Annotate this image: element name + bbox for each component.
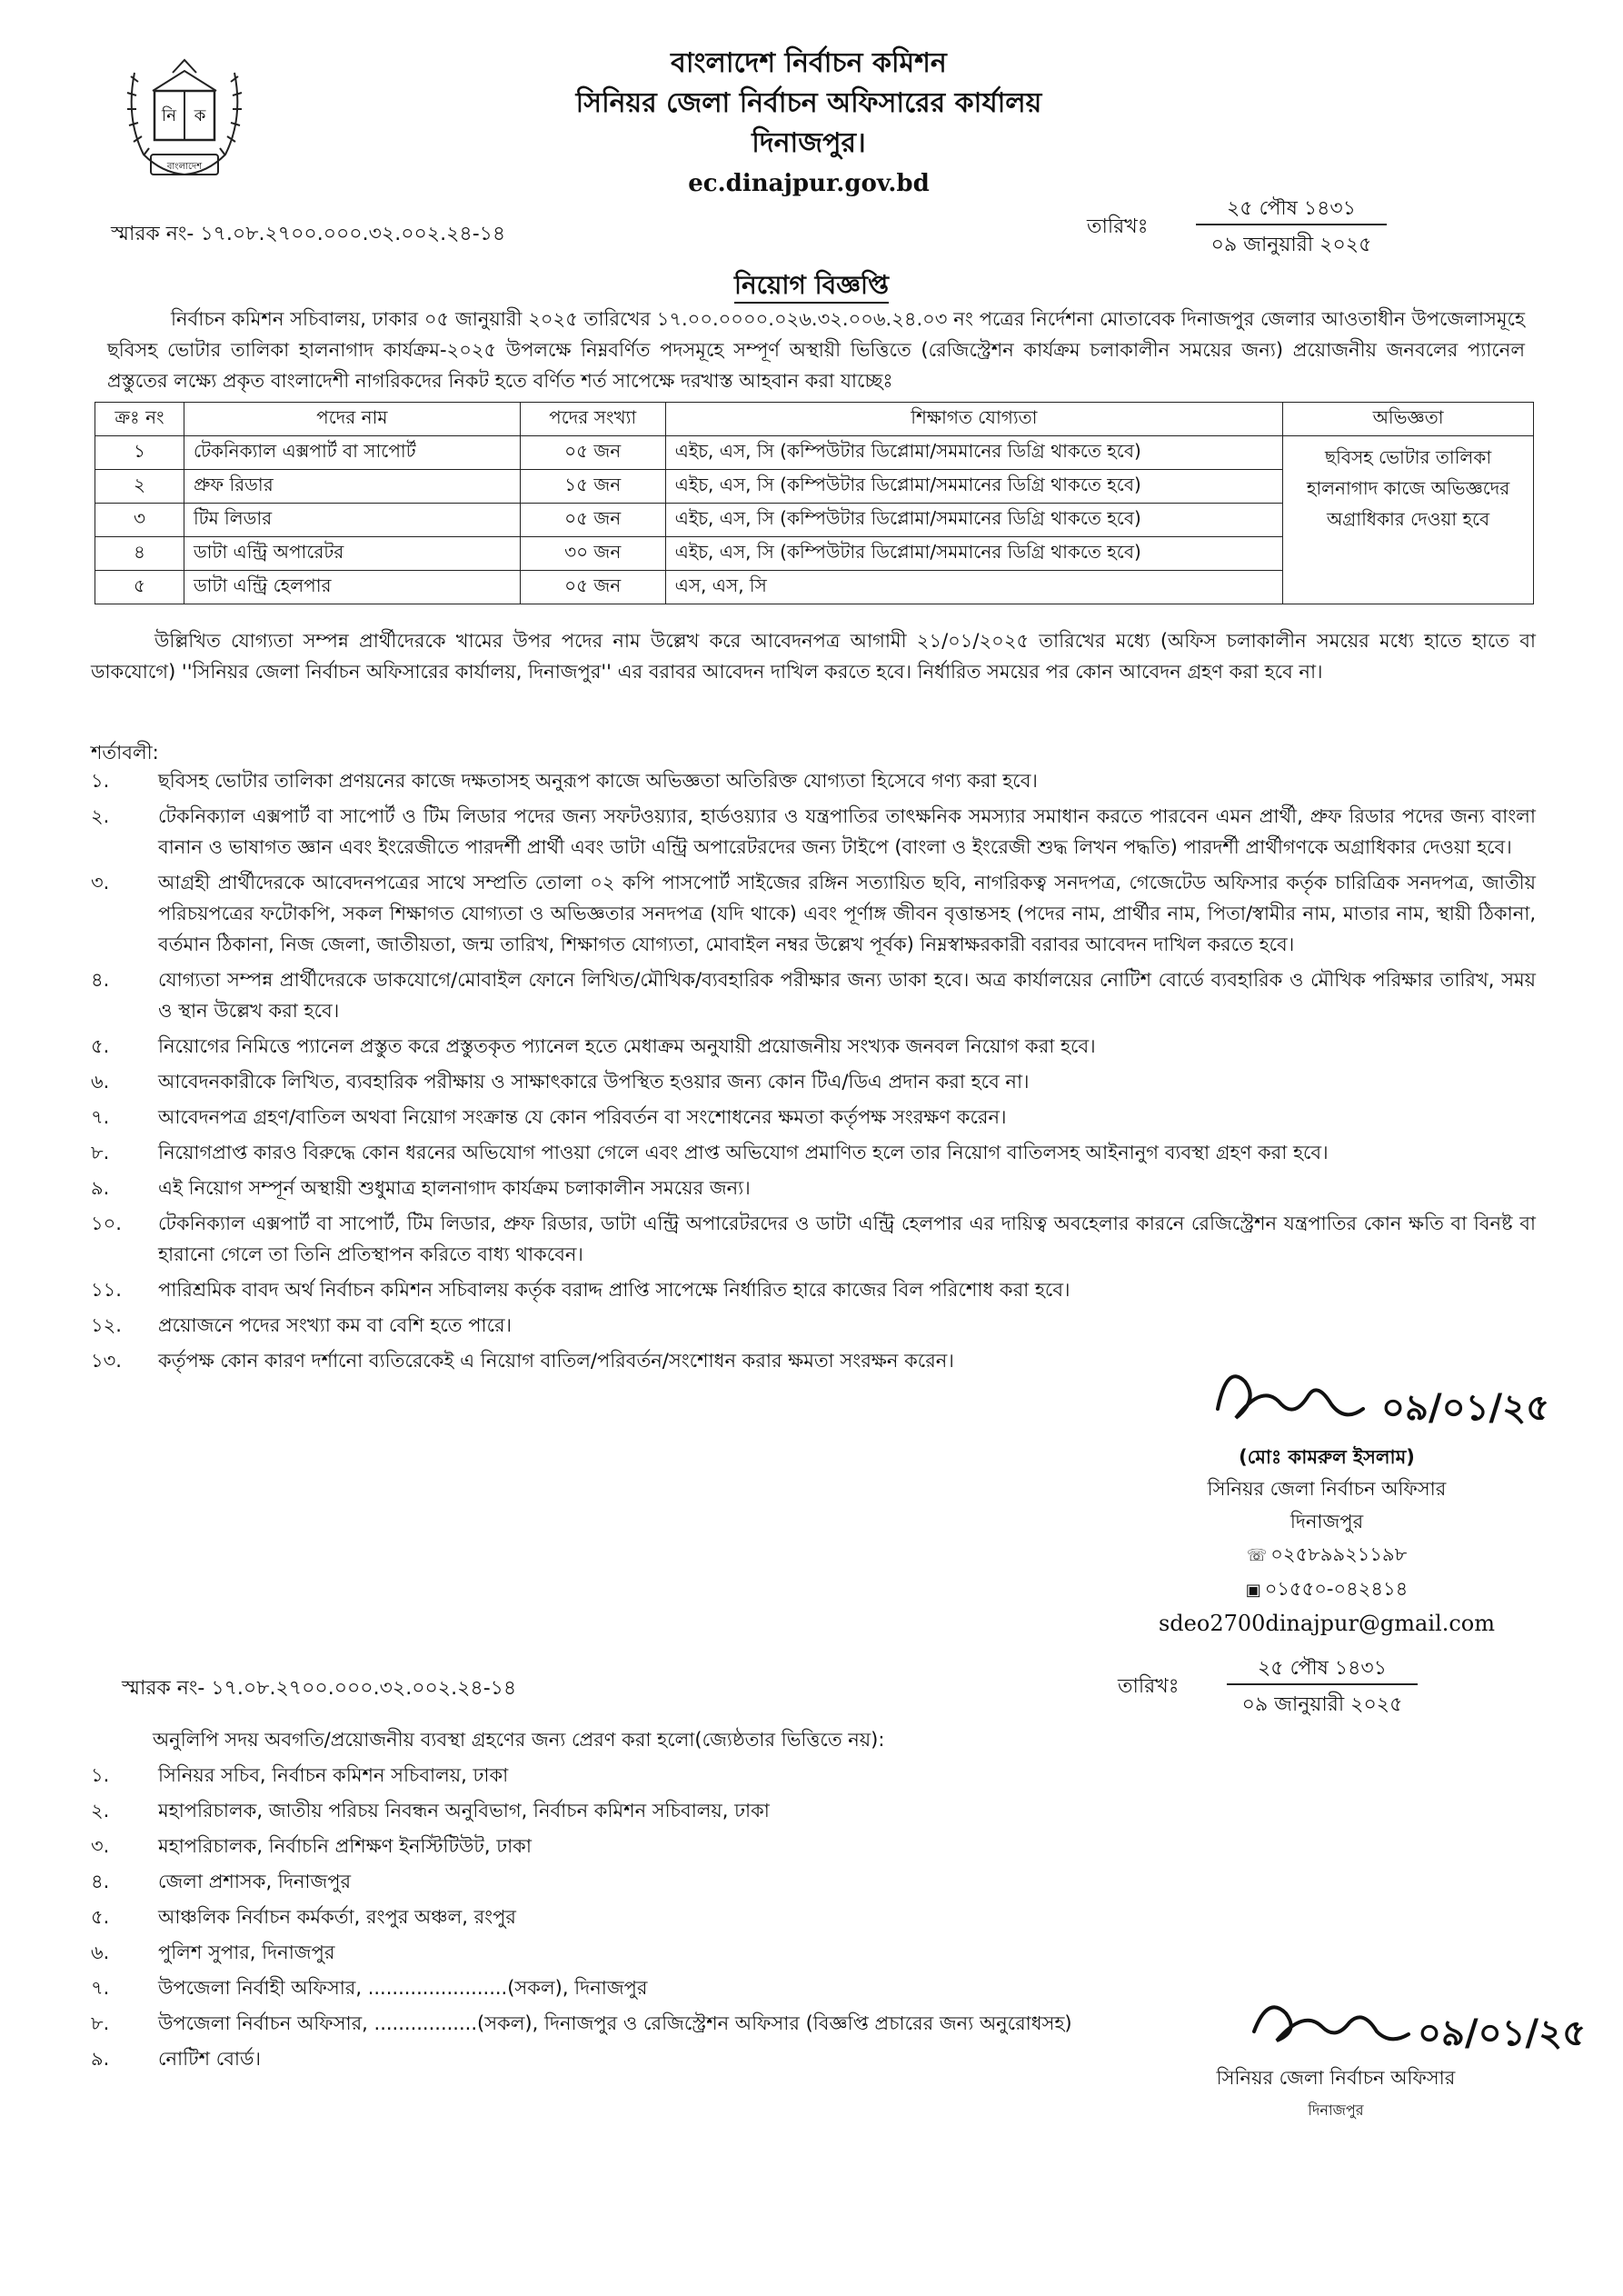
city-name: দিনাজপুর। <box>752 127 866 159</box>
date-english: ০৯ জানুয়ারী ২০২৫ <box>1210 234 1372 256</box>
org-name: বাংলাদেশ নির্বাচন কমিশন <box>671 47 947 79</box>
table-header-row <box>95 403 1534 436</box>
experience-cell: ছবিসহ ভোটার তালিকা হালনাগাদ কাজে অভিজ্ঞদের অগ্রাধিকার দেওয়া হবে <box>1283 436 1534 604</box>
signatory-name: (মোঃ কামরুল ইসলাম) <box>1239 1446 1415 1468</box>
date-bangla: ২৫ পৌষ ১৪৩১ <box>1227 197 1356 220</box>
date-label: তারিখঃ <box>1087 215 1149 238</box>
list-item: ৭. উপজেলা নির্বাহী অফিসার, .......................(সকল), দিনাজপুর <box>91 1977 648 1999</box>
list-item: ১০. টেকনিক্যাল এক্সপার্ট বা সাপোর্ট, টিম লিডার, প্রুফ রিডার, ডাটা এন্ট্রি অপারেটরদের ও ডাটা এন্ট্রি হেলপার এর দায়িত্ব অবহেলার কারনে রেজিস্ট্রেশন যন্ত্রপাতির কোন ক্ষতি বা বিনষ্ট বা হারানো গেলে তা তিনি প্রতিস্থাপন করিতে বাধ্য থাকবেন। <box>91 1213 1536 1265</box>
mobile-icon: ▣ <box>1245 1581 1261 1600</box>
notice-title <box>0 265 1623 308</box>
col-post: পদের নাম <box>184 403 520 436</box>
memo-number: স্মারক নং- ১৭.০৮.২৭০০.০০০.৩২.০০২.২৪-১৪ <box>111 223 506 245</box>
list-item: ৫. নিয়োগের নিমিত্তে প্যানেল প্রস্তুত করে প্রস্তুতকৃত প্যানেল হতে মেধাক্রম অনুযায়ী প্রয়োজনীয় সংখ্যক জনবল নিয়োগ করা হবে। <box>91 1035 1096 1057</box>
row-count: ০৫ জন <box>520 504 665 537</box>
row-count: ৩০ জন <box>520 537 665 571</box>
intro-paragraph: নির্বাচন কমিশন সচিবালয়, ঢাকার ০৫ জানুয়ারী ২০২৫ তারিখের ১৭.০০.০০০০.০২৬.৩২.০০৬.২৪.০৩ নং পত্রের নির্দেশনা মোতাবেক দিনাজপুর জেলার আওতাধীন উপজেলাসমূহে ছবিসহ ভোটার তালিকা হালনাগাদ কার্যক্রম-২০২৫ উপলক্ষে নিম্নবর্ণিত পদসমূহে সম্পূর্ণ অস্থায়ী ভিত্তিতে (রেজিস্ট্রেশন কার্যক্রম চলাকালীন সময়ের জন্য) প্রয়োজনীয় জনবলের প্যানেল প্রস্তুতের লক্ষ্যে প্রকৃত বাংলাদেশী নাগরিকদের নিকট হতে বর্ণিত শর্ত সাপেক্ষে দরখাস্ত আহবান করা যাচ্ছেঃ <box>107 308 1525 392</box>
row-count: ০৫ জন <box>520 436 665 470</box>
email-address: sdeo2700dinajpur@gmail.com <box>1158 1611 1495 1636</box>
phone-line <box>1145 1538 1508 1572</box>
signatory2-location: দিনাজপুর <box>1308 2101 1364 2119</box>
list-item: ৬. আবেদনকারীকে লিখিত, ব্যবহারিক পরীক্ষায় ও সাক্ষাৎকারে উপস্থিত হওয়ার জন্য কোন টিএ/ডিএ প্রদান করা হবে না। <box>91 1071 1030 1093</box>
logo-caption: বাংলাদেশ <box>166 162 203 172</box>
signatory-block <box>1145 1442 1508 1640</box>
letterhead <box>454 44 1163 204</box>
row-count: ০৫ জন <box>520 571 665 604</box>
memo2-number: স্মারক নং- ১৭.০৮.২৭০০.০০০.৩২.০০২.২৪-১৪ <box>122 1677 517 1700</box>
list-item: ৮. উপজেলা নির্বাচন অফিসার, .................(সকল), দিনাজপুর ও রেজিস্ট্রেশন অফিসার (বিজ্ঞপ্তি প্রচারের জন্য অনুরোধসহ) <box>91 2012 1072 2034</box>
row-count: ১৫ জন <box>520 470 665 504</box>
list-item: ৮. নিয়োগপ্রাপ্ত কারও বিরুদ্ধে কোন ধরনের অভিযোগ পাওয়া গেলে এবং প্রাপ্ত অভিযোগ প্রমাণিত হলে তার নিয়োগ বাতিলসহ আইনানুগ ব্যবস্থা গ্রহণ করা হবে। <box>91 1142 1329 1163</box>
copies-list <box>91 1760 1227 2079</box>
date-bangla: ২৫ পৌষ ১৪৩১ <box>1258 1657 1387 1680</box>
conditions-list <box>91 765 1536 1381</box>
signatory2-designation: সিনিয়র জেলা নির্বাচন অফিসার <box>1216 2067 1456 2089</box>
office-name: সিনিয়র জেলা নির্বাচন অফিসারের কার্যালয় <box>575 87 1042 119</box>
notice-title-text: নিয়োগ বিজ্ঞপ্তি <box>734 270 889 304</box>
row-qualification: এইচ, এস, সি (কম্পিউটার ডিপ্লোমা/সমমানের ডিগ্রি থাকতে হবে) <box>665 470 1283 504</box>
col-qualification: শিক্ষাগত যোগ্যতা <box>665 403 1283 436</box>
row-serial: ১ <box>95 436 184 470</box>
signature2-date: ০৯/০১/২৫ <box>1418 2012 1587 2054</box>
row-post: ডাটা এন্ট্রি হেলপার <box>184 571 520 604</box>
election-commission-logo <box>116 36 253 191</box>
col-experience: অভিজ্ঞতা <box>1283 403 1534 436</box>
row-serial: ২ <box>95 470 184 504</box>
signature2-scribble <box>1245 1982 1587 2063</box>
list-item: ৩. মহাপরিচালক, নির্বাচনি প্রশিক্ষণ ইনস্টিটিউট, ঢাকা <box>91 1835 532 1857</box>
mobile-line <box>1145 1572 1508 1607</box>
row-post: টেকনিক্যাল এক্সপার্ট বা সাপোর্ট <box>184 436 520 470</box>
date-label: তারিখঃ <box>1118 1675 1180 1698</box>
signature-scribble <box>1209 1354 1550 1436</box>
logo-letter-right: ক <box>194 106 206 125</box>
row-post: টিম লিডার <box>184 504 520 537</box>
logo-letter-left: নি <box>162 106 176 125</box>
copy-intro: অনুলিপি সদয় অবগতি/প্রয়োজনীয় ব্যবস্থা গ্রহণের জন্য প্রেরণ করা হলো(জ্যেষ্ঠতার ভিত্তিতে নয়): <box>153 1729 885 1751</box>
col-serial: ক্রঃ নং <box>95 403 184 436</box>
list-item: ৬. পুলিশ সুপার, দিনাজপুর <box>91 1942 335 1963</box>
list-item: ৯. নোটিশ বোর্ড। <box>91 2048 261 2070</box>
row-qualification: এইচ, এস, সি (কম্পিউটার ডিপ্লোমা/সমমানের ডিগ্রি থাকতে হবে) <box>665 504 1283 537</box>
list-item: ২. টেকনিক্যাল এক্সপার্ট বা সাপোর্ট ও টিম লিডার পদের জন্য সফটওয়্যার, হার্ডওয়্যার ও যন্ত্রপাতির তাৎক্ষনিক সমস্যার সমাধান করতে পারবেন এমন প্রার্থী, প্রুফ রিডার পদের জন্য বাংলা বানান ও ভাষাগত জ্ঞান এবং ইংরেজীতে পারদর্শী প্রার্থী এবং ডাটা এন্ট্রি অপারেটরদের জন্য টাইপে (বাংলা ও ইংরেজী শুদ্ধ লিখন পদ্ধতি) পারদর্শী প্রার্থীগণকে অগ্রাধিকার দেওয়া হবে। <box>91 805 1536 858</box>
list-item: ১২. প্রয়োজনে পদের সংখ্যা কম বা বেশি হতে পারে। <box>91 1314 513 1336</box>
list-item: ৩. আগ্রহী প্রার্থীদেরকে আবেদনপত্রের সাথে সম্প্রতি তোলা ০২ কপি পাসপোর্ট সাইজের রঙ্গিন সত্যায়িত ছবি, নাগরিকত্ব সনদপত্র, গেজেটেড অফিসার কর্তৃক চারিত্রিক সনদপত্র, জাতীয় পরিচয়পত্রের ফটোকপি, সকল শিক্ষাগত যোগ্যতা ও অভিজ্ঞতার সনদপত্র (যদি থাকে) এবং পূর্ণাঙ্গ জীবন বৃত্তান্তসহ (পদের নাম, প্রার্থীর নাম, পিতা/স্বামীর নাম, মাতার নাম, স্থায়ী ঠিকানা, বর্তমান ঠিকানা, নিজ জেলা, জাতীয়তা, জন্ম তারিখ, শিক্ষাগত যোগ্যতা, মোবাইল নম্বর উল্লেখ পূর্বক) নিম্নস্বাক্ষরকারী বরাবর আবেদন দাখিল করতে হবে। <box>91 872 1536 955</box>
memo-date <box>1087 193 1396 258</box>
list-item: ৪. জেলা প্রশাসক, দিনাজপুর <box>91 1871 352 1892</box>
date-divider <box>1227 1683 1418 1685</box>
list-item: ৪. যোগ্যতা সম্পন্ন প্রার্থীদেরকে ডাকযোগে/মোবাইল ফোনে লিখিত/মৌখিক/ব্যবহারিক পরীক্ষার জন্য ডাকা হবে। অত্র কার্যালয়ের নোটিশ বোর্ডে ব্যবহারিক ও মৌখিক পরিক্ষার তারিখ, সময় ও স্থান উল্লেখ করা হবে। <box>91 969 1536 1022</box>
row-post: প্রুফ রিডার <box>184 470 520 504</box>
list-item: ৭. আবেদনপত্র গ্রহণ/বাতিল অথবা নিয়োগ সংক্রান্ত যে কোন পরিবর্তন বা সংশোধনের ক্ষমতা কর্তৃপক্ষ সংরক্ষণ করেন। <box>91 1106 1007 1128</box>
signatory-location: দিনাজপুর <box>1289 1511 1364 1532</box>
list-item: ১. ছবিসহ ভোটার তালিকা প্রণয়নের কাজে দক্ষতাসহ অনুরূপ কাজে অভিজ্ঞতা অতিরিক্ত যোগ্যতা হিসেবে গণ্য করা হবে। <box>91 770 1038 792</box>
list-item: ৯. এই নিয়োগ সম্পূর্ন অস্থায়ী শুধুমাত্র হালনাগাদ কার্যক্রম চলাকালীন সময়ের জন্য। <box>91 1177 751 1199</box>
phone-number: ০২৫৮৯৯২১১৯৮ <box>1270 1543 1408 1565</box>
row-serial: ৫ <box>95 571 184 604</box>
signature-date: ০৯/০১/২৫ <box>1381 1387 1550 1429</box>
list-item: ১১. পারিশ্রমিক বাবদ অর্থ নির্বাচন কমিশন সচিবালয় কর্তৃক বরাদ্দ প্রাপ্তি সাপেক্ষে নির্ধারিত হারে কাজের বিল পরিশোধ করা হবে। <box>91 1279 1070 1301</box>
table-row <box>95 436 1534 470</box>
conditions-heading: শর্তাবলী: <box>91 742 159 764</box>
list-item: ১. সিনিয়র সচিব, নির্বাচন কমিশন সচিবালয়, ঢাকা <box>91 1764 509 1786</box>
list-item: ২. মহাপরিচালক, জাতীয় পরিচয় নিবন্ধন অনুবিভাগ, নির্বাচন কমিশন সচিবালয়, ঢাকা <box>91 1800 770 1822</box>
row-qualification: এস, এস, সি <box>665 571 1283 604</box>
phone-icon: ☏ <box>1246 1546 1268 1565</box>
application-paragraph: উল্লিখিত যোগ্যতা সম্পন্ন প্রার্থীদেরকে খামের উপর পদের নাম উল্লেখ করে আবেদনপত্র আগামী ২১/০১/২০২৫ তারিখের মধ্যে (অফিস চলাকালীন সময়ের মধ্যে হাতে হাতে বা ডাকযোগে) ''সিনিয়র জেলা নির্বাচন অফিসারের কার্যালয়, দিনাজপুর'' এর বরাবর আবেদন দাখিল করতে হবে। নির্ধারিত সময়ের পর কোন আবেদন গ্রহণ করা হবে না। <box>91 630 1536 683</box>
col-count: পদের সংখ্যা <box>520 403 665 436</box>
row-qualification: এইচ, এস, সি (কম্পিউটার ডিপ্লোমা/সমমানের ডিগ্রি থাকতে হবে) <box>665 436 1283 470</box>
row-serial: ৪ <box>95 537 184 571</box>
row-qualification: এইচ, এস, সি (কম্পিউটার ডিপ্লোমা/সমমানের ডিগ্রি থাকতে হবে) <box>665 537 1283 571</box>
date-english: ০৯ জানুয়ারী ২০২৫ <box>1241 1693 1403 1716</box>
date-divider <box>1196 224 1387 225</box>
posts-table <box>95 402 1534 604</box>
signatory2-block <box>1145 2063 1527 2123</box>
list-item: ১৩. কর্তৃপক্ষ কোন কারণ দর্শানো ব্যতিরেকেই এ নিয়োগ বাতিল/পরিবর্তন/সংশোধন করার ক্ষমতা সংরক্ষন করেন। <box>91 1350 954 1372</box>
mobile-number: ০১৫৫০-০৪২৪১৪ <box>1264 1578 1409 1600</box>
row-serial: ৩ <box>95 504 184 537</box>
list-item: ৫. আঞ্চলিক নির্বাচন কর্মকর্তা, রংপুর অঞ্চল, রংপুর <box>91 1906 516 1928</box>
signatory-designation: সিনিয়র জেলা নির্বাচন অফিসার <box>1207 1478 1447 1500</box>
website: ec.dinajpur.gov.bd <box>688 170 930 197</box>
row-post: ডাটা এন্ট্রি অপারেটর <box>184 537 520 571</box>
memo2-date <box>1118 1652 1427 1718</box>
